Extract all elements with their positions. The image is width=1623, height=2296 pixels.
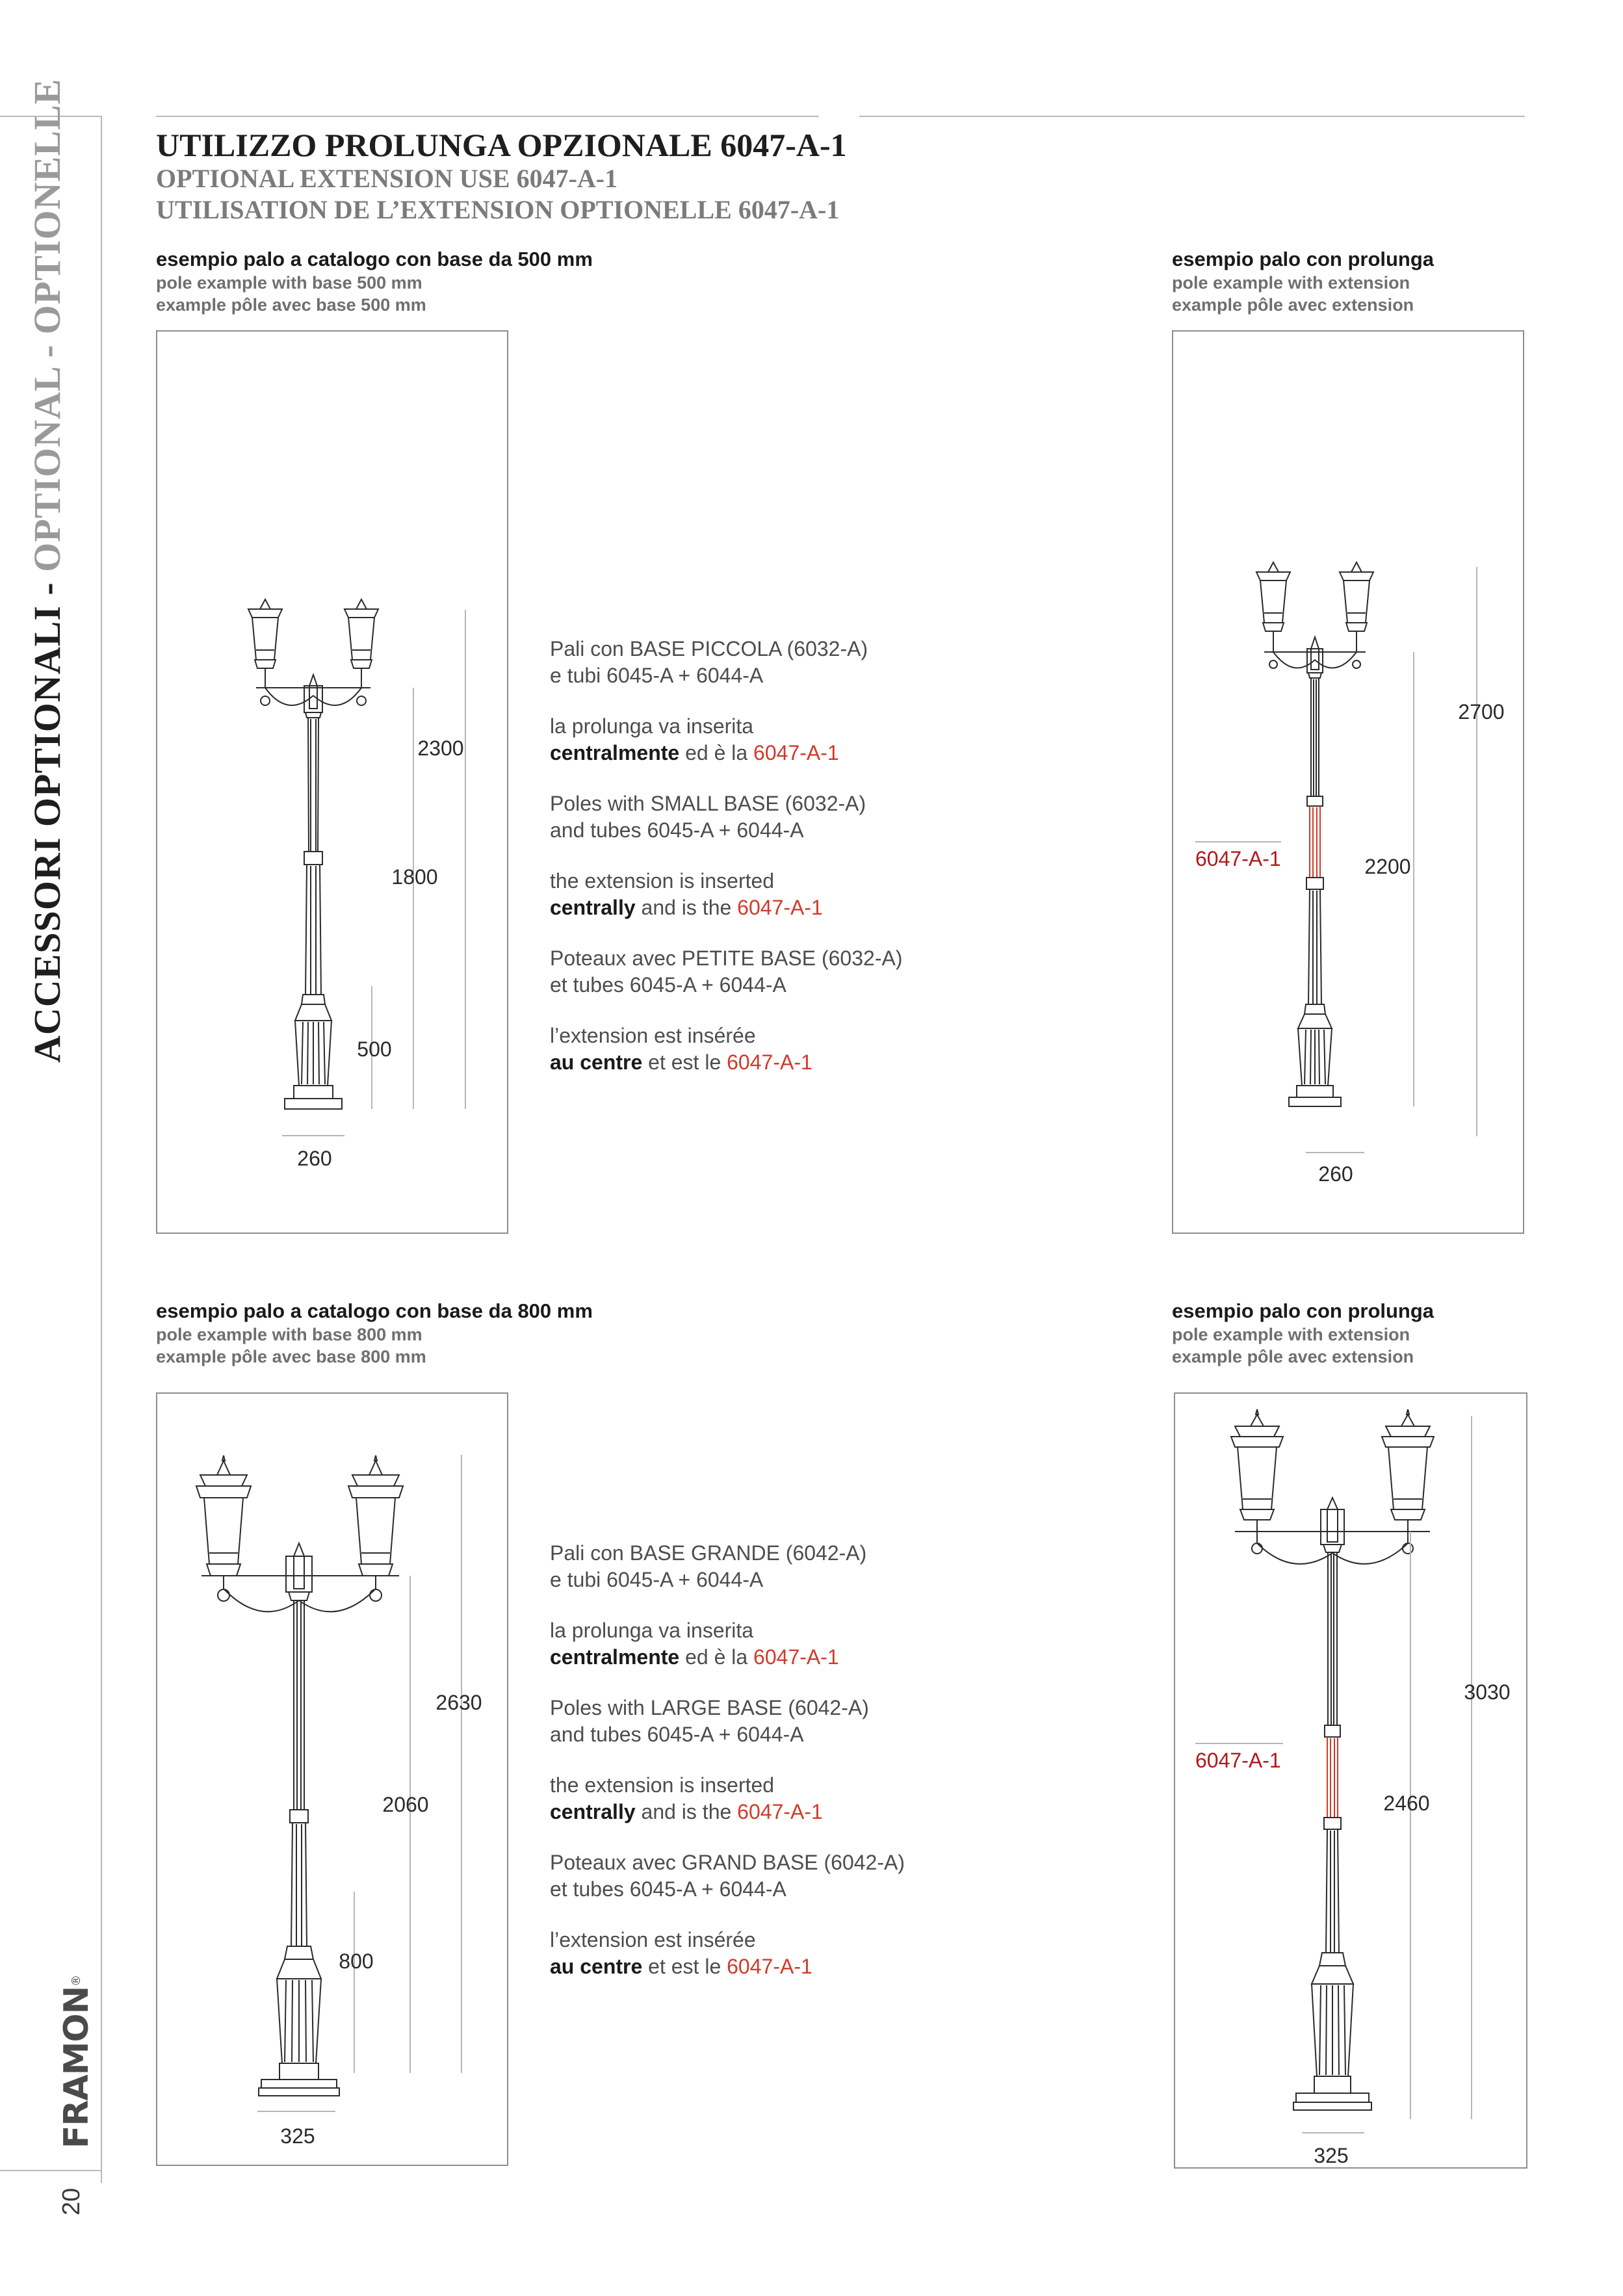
desc-it-1 <box>550 636 902 689</box>
brand-registered-mark: ® <box>70 1975 83 1987</box>
lamp-pole-with-extension-icon <box>1231 1409 1434 1737</box>
line: and tubes 6045-A + 6044-A <box>550 1723 804 1746</box>
desc-fr-1 <box>550 945 902 998</box>
dim-total-height: 2300 <box>417 737 464 760</box>
line: e tubi 6045-A + 6044-A <box>550 664 764 687</box>
row1-description <box>550 636 902 1076</box>
dim-extension-label: 6047-A-1 <box>1195 1749 1281 1772</box>
row1-left-caption <box>156 247 593 316</box>
lamp-pole-icon <box>196 1455 403 2096</box>
caption-en: pole example with base 500 mm <box>156 273 422 293</box>
dim-base-width: 260 <box>1318 1162 1353 1186</box>
dim-base-width: 325 <box>1314 2144 1349 2167</box>
title-french: UTILISATION DE L’EXTENSION OPTIONELLE 6047-A-1 <box>156 195 840 224</box>
line: Poteaux avec GRAND BASE (6042-A) <box>550 1851 905 1874</box>
title-italian: UTILIZZO PROLUNGA OPZIONALE 6047-A-1 <box>156 127 847 163</box>
lantern-left-icon <box>196 1455 251 1576</box>
line: et tubes 6045-A + 6044-A <box>550 973 786 997</box>
line: la prolunga va inserita <box>550 714 754 738</box>
caption-en: pole example with extension <box>1172 273 1410 293</box>
line: la prolunga va inserita <box>550 1619 754 1642</box>
line: and tubes 6045-A + 6044-A <box>550 818 804 842</box>
lantern-right-icon <box>1340 562 1373 631</box>
brand-logo <box>54 1975 99 2148</box>
product-code: 6047-A-1 <box>737 896 823 919</box>
side-label-part2: OPTIONAL - OPTIONELLE <box>26 78 68 572</box>
caption-en: pole example with base 800 mm <box>156 1325 422 1344</box>
side-label-part1: ACCESSORI OPTIONALI - <box>26 571 68 1063</box>
product-code: 6047-A-1 <box>727 1050 812 1074</box>
lantern-left-icon <box>248 599 282 668</box>
line: ed è la <box>679 741 754 764</box>
bold-word: centrally <box>550 896 636 919</box>
line: Poles with SMALL BASE (6032-A) <box>550 792 866 815</box>
dim-total-height: 2700 <box>1458 700 1505 724</box>
product-code: 6047-A-1 <box>727 1955 812 1978</box>
header-rule-right <box>859 116 1525 117</box>
desc-en-1 <box>550 1695 905 1748</box>
caption-it: esempio palo con prolunga <box>1172 1299 1435 1322</box>
dimension-lines <box>1195 1416 1472 2133</box>
brand-name: FRAMON <box>57 1986 96 2148</box>
desc-fr-2 <box>550 1023 902 1076</box>
desc-fr-2 <box>550 1927 905 1980</box>
dim-pole-height: 2060 <box>382 1793 429 1816</box>
bold-word: centrally <box>550 1800 636 1823</box>
page-number: 20 <box>58 2187 85 2215</box>
extension-piece-6047-A-1 <box>1327 1737 1338 1818</box>
side-section-label <box>18 78 77 1063</box>
bold-word: centralmente <box>550 741 680 764</box>
dim-base-width: 325 <box>280 2124 315 2148</box>
line: and is the <box>635 896 738 919</box>
dim-pole-height: 2460 <box>1383 1792 1430 1815</box>
caption-fr: example pôle avec extension <box>1172 295 1414 315</box>
line: Poles with LARGE BASE (6042-A) <box>550 1696 869 1719</box>
desc-it-1 <box>550 1540 905 1593</box>
row1-left-drawing-frame <box>156 330 508 1234</box>
row1-right-drawing-frame <box>1172 330 1524 1234</box>
line: Pali con BASE GRANDE (6042-A) <box>550 1541 867 1565</box>
dim-pole-height: 2200 <box>1364 855 1411 878</box>
line: et est le <box>642 1955 727 1978</box>
product-code: 6047-A-1 <box>753 1645 839 1669</box>
row2-right-caption <box>1172 1299 1434 1368</box>
extension-piece-6047-A-1 <box>1310 806 1320 878</box>
dim-pole-height: 1800 <box>391 865 438 889</box>
row2-left-drawing-frame <box>156 1392 508 2166</box>
row2-right-pole-drawing <box>1175 1394 1529 2170</box>
lantern-right-icon <box>348 1455 403 1576</box>
dim-base-height: 500 <box>357 1037 392 1061</box>
line: the extension is inserted <box>550 869 775 893</box>
dim-total-height: 2630 <box>435 1691 482 1714</box>
bold-word: au centre <box>550 1050 643 1074</box>
row2-right-drawing-frame <box>1174 1392 1527 2169</box>
lamp-pole-icon <box>248 599 378 1109</box>
dimension-lines <box>257 1455 461 2111</box>
row2-description <box>550 1540 905 1980</box>
line: et tubes 6045-A + 6044-A <box>550 1877 786 1901</box>
lantern-right-icon <box>344 599 378 668</box>
desc-it-2 <box>550 713 902 766</box>
line: Pali con BASE PICCOLA (6032-A) <box>550 637 868 660</box>
desc-fr-1 <box>550 1849 905 1903</box>
caption-fr: example pôle avec extension <box>1172 1347 1414 1366</box>
lamp-pole-with-extension-icon <box>1256 562 1373 806</box>
caption-en: pole example with extension <box>1172 1325 1410 1344</box>
caption-it: esempio palo a catalogo con base da 800 mm <box>156 1299 593 1322</box>
caption-it: esempio palo a catalogo con base da 500 mm <box>156 248 593 270</box>
line: l’extension est insérée <box>550 1928 756 1951</box>
product-code: 6047-A-1 <box>753 741 839 764</box>
lantern-left-icon <box>1256 562 1290 631</box>
desc-it-2 <box>550 1617 905 1671</box>
desc-en-2 <box>550 1772 905 1825</box>
line: et est le <box>642 1050 727 1074</box>
row2-left-pole-drawing <box>157 1394 510 2167</box>
dim-extension-label: 6047-A-1 <box>1195 847 1281 870</box>
row1-left-pole-drawing <box>157 332 510 1235</box>
desc-en-1 <box>550 790 902 844</box>
row1-right-pole-drawing <box>1173 332 1526 1235</box>
dim-total-height: 3030 <box>1464 1680 1511 1704</box>
line: the extension is inserted <box>550 1773 775 1797</box>
lantern-left-icon <box>1231 1409 1283 1520</box>
line: Poteaux avec PETITE BASE (6032-A) <box>550 946 903 970</box>
left-margin-vertical-rule <box>101 116 102 2183</box>
line: l’extension est insérée <box>550 1024 756 1047</box>
dim-base-width: 260 <box>297 1147 332 1170</box>
lantern-right-icon <box>1382 1409 1434 1520</box>
dim-base-height: 800 <box>339 1950 374 1973</box>
header-rule-left <box>156 116 819 117</box>
bold-word: centralmente <box>550 1645 680 1669</box>
row1-right-caption <box>1172 247 1434 316</box>
line: e tubi 6045-A + 6044-A <box>550 1568 764 1591</box>
caption-fr: example pôle avec base 800 mm <box>156 1347 426 1366</box>
line: and is the <box>635 1800 738 1823</box>
title-block <box>156 127 847 226</box>
row2-left-caption <box>156 1299 593 1368</box>
caption-it: esempio palo con prolunga <box>1172 248 1435 270</box>
bold-word: au centre <box>550 1955 643 1978</box>
caption-fr: example pôle avec base 500 mm <box>156 295 426 315</box>
line: ed è la <box>679 1645 754 1669</box>
title-english: OPTIONAL EXTENSION USE 6047-A-1 <box>156 164 618 193</box>
desc-en-2 <box>550 868 902 921</box>
product-code: 6047-A-1 <box>737 1800 823 1823</box>
